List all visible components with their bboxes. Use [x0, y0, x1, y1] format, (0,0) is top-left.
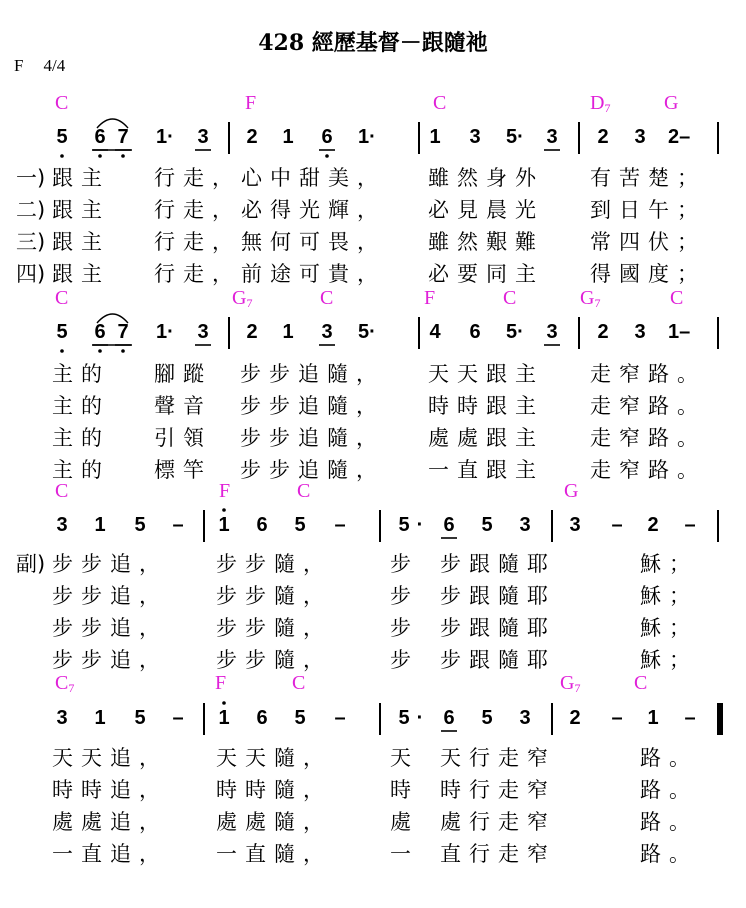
verse-label: 副) [16, 552, 46, 576]
upper-octave-dot [222, 701, 226, 705]
chord-symbol: $G_7$ [580, 287, 601, 310]
lyric-segment: 時時跟主 [428, 394, 544, 418]
bar-line [578, 317, 580, 349]
jianpu-note: – [334, 514, 346, 536]
chord-symbol: C [55, 480, 69, 502]
lyric-segment: 一直追， [52, 842, 168, 866]
verse-label: 四) [16, 262, 46, 286]
lyric-segment: 走窄路。 [590, 458, 706, 482]
bar-line [418, 122, 420, 154]
jianpu-note: 1 [647, 707, 659, 729]
bar-line [717, 510, 719, 542]
lyric-segment: 步步追， [52, 552, 168, 576]
lyric-segment: 路。 [640, 746, 698, 770]
jianpu-note: 3 [519, 514, 531, 536]
lyric-segment: 時 [390, 778, 419, 802]
lyric-segment: 天行走窄 [440, 746, 556, 770]
lyric-segment: 必要同主 [428, 262, 544, 286]
bar-line [228, 317, 230, 349]
lyric-segment: 有苦楚； [590, 166, 706, 190]
lyric-segment: 常四伏； [590, 230, 706, 254]
lyric-segment: 跟主 [52, 198, 110, 222]
lower-octave-dot [121, 349, 125, 353]
jianpu-note: 1· [358, 126, 376, 148]
jianpu-note: 2– [668, 126, 691, 148]
jianpu-note: 3 [197, 126, 209, 148]
lyric-segment: 步步隨， [216, 616, 332, 640]
jianpu-note: 3 [519, 707, 531, 729]
lyric-segment: 天 [390, 746, 419, 770]
lyric-segment: 腳蹤 [154, 362, 212, 386]
lyric-segment: 跟主 [52, 166, 110, 190]
jianpu-note: 6 [94, 321, 106, 343]
jianpu-note: 5 [294, 707, 306, 729]
chord-symbol: C [320, 287, 334, 309]
jianpu-note: 2 [597, 321, 609, 343]
chord-symbol: C [503, 287, 517, 309]
lyric-segment: 聲音 [154, 394, 212, 418]
bar-line [379, 703, 381, 735]
chord-symbol: $G_7$ [232, 287, 253, 310]
jianpu-note: 6 [469, 321, 481, 343]
chord-symbol: G [564, 480, 579, 502]
lyric-segment: 步 [390, 616, 419, 640]
jianpu-note: – [334, 707, 346, 729]
lyric-segment: 雖然艱難 [428, 230, 544, 254]
bar-line [203, 510, 205, 542]
jianpu-note: 2 [569, 707, 581, 729]
lyric-segment: 步步追隨， [240, 362, 385, 386]
lower-octave-dot [60, 154, 64, 158]
lyric-segment: 步步追， [52, 616, 168, 640]
lyric-segment: 引領 [154, 426, 212, 450]
lower-octave-dot [60, 349, 64, 353]
lyric-segment: 跟主 [52, 230, 110, 254]
lyric-segment: 行走，無何可畏， [154, 230, 386, 254]
lyric-segment: 步跟隨耶 [440, 648, 556, 672]
lyric-segment: 路。 [640, 842, 698, 866]
lyric-segment: 步步追隨， [240, 394, 385, 418]
jianpu-note: 3 [321, 321, 333, 343]
lyric-segment: 天天跟主 [428, 362, 544, 386]
lyric-segment: 步 [390, 584, 419, 608]
time-signature: 4/4 [43, 56, 66, 75]
jianpu-note: 2 [246, 321, 258, 343]
lyric-segment: 主的 [52, 458, 110, 482]
lyric-segment: 主的 [52, 426, 110, 450]
chord-symbol: $G_7$ [560, 672, 581, 695]
chord-symbol: F [215, 672, 227, 694]
lyric-segment: 天天追， [52, 746, 168, 770]
jianpu-note: 5· [358, 321, 376, 343]
bar-line [379, 510, 381, 542]
jianpu-note: 5· [506, 126, 524, 148]
lyric-segment: 走窄路。 [590, 362, 706, 386]
chord-symbol: $D_7$ [590, 92, 611, 115]
lyric-segment: 行走，必得光輝， [154, 198, 386, 222]
jianpu-note: 1 [429, 126, 441, 148]
lower-octave-dot [121, 154, 125, 158]
jianpu-note: · [416, 707, 424, 729]
lyric-segment: 穌； [640, 584, 698, 608]
jianpu-note: 6 [256, 514, 268, 536]
jianpu-note: – [684, 707, 696, 729]
chord-symbol: C [433, 92, 447, 114]
jianpu-note: 1 [282, 126, 294, 148]
chord-symbol: F [219, 480, 231, 502]
lyric-segment: 步步追隨， [240, 458, 385, 482]
chord-symbol: C [634, 672, 648, 694]
lyric-segment: 走窄路。 [590, 426, 706, 450]
lyric-segment: 時行走窄 [440, 778, 556, 802]
lyric-segment: 雖然身外 [428, 166, 544, 190]
jianpu-note: 5 [56, 126, 68, 148]
lyric-segment: 步跟隨耶 [440, 584, 556, 608]
bar-line [551, 510, 553, 542]
jianpu-note: 1 [218, 514, 230, 536]
lyric-segment: 行走，心中甜美， [154, 166, 386, 190]
lyric-segment: 步步隨， [216, 584, 332, 608]
jianpu-note: 1 [94, 514, 106, 536]
jianpu-note: 6 [256, 707, 268, 729]
lyric-segment: 直行走窄 [440, 842, 556, 866]
lyric-segment: 得國度； [590, 262, 706, 286]
chord-symbol: C [670, 287, 684, 309]
jianpu-note: 2 [647, 514, 659, 536]
jianpu-note: 3 [546, 126, 558, 148]
lyric-segment: 到日午； [590, 198, 706, 222]
jianpu-note: 1· [156, 126, 174, 148]
lyric-segment: 處處跟主 [428, 426, 544, 450]
lyric-segment: 步步隨， [216, 552, 332, 576]
jianpu-note: 6 [443, 707, 455, 729]
chord-symbol: C [55, 287, 69, 309]
lyric-segment: 步跟隨耶 [440, 616, 556, 640]
lyric-segment: 一 [390, 842, 419, 866]
jianpu-note: 4 [429, 321, 441, 343]
bar-line [203, 703, 205, 735]
lyric-segment: 必見晨光 [428, 198, 544, 222]
jianpu-note: 5 [294, 514, 306, 536]
jianpu-note: 5 [398, 514, 410, 536]
jianpu-note: 1– [668, 321, 691, 343]
lyric-segment: 主的 [52, 362, 110, 386]
lyric-segment: 跟主 [52, 262, 110, 286]
hymn-title: 428 經歷基督－跟隨祂 [258, 30, 488, 56]
lyric-segment: 步 [390, 552, 419, 576]
jianpu-note: 3 [469, 126, 481, 148]
lower-octave-dot [98, 349, 102, 353]
lyric-segment: 穌； [640, 648, 698, 672]
lyric-segment: 走窄路。 [590, 394, 706, 418]
chord-symbol: $C_7$ [55, 672, 75, 695]
lyric-segment: 處行走窄 [440, 810, 556, 834]
lyric-segment: 步 [390, 648, 419, 672]
jianpu-note: – [172, 707, 184, 729]
bar-line [717, 317, 719, 349]
lyric-segment: 處處追， [52, 810, 168, 834]
jianpu-note: 7 [117, 321, 129, 343]
chord-symbol: F [245, 92, 257, 114]
jianpu-note: 2 [246, 126, 258, 148]
lyric-segment: 步跟隨耶 [440, 552, 556, 576]
jianpu-note: – [684, 514, 696, 536]
jianpu-note: 5 [398, 707, 410, 729]
bar-line [578, 122, 580, 154]
lyric-segment: 一直隨， [216, 842, 332, 866]
chord-symbol: C [292, 672, 306, 694]
lyric-segment: 穌； [640, 616, 698, 640]
verse-label: 一) [16, 166, 46, 190]
jianpu-note: 1· [156, 321, 174, 343]
chord-symbol: C [55, 92, 69, 114]
lyric-segment: 處處隨， [216, 810, 332, 834]
bar-line [551, 703, 553, 735]
final-bar-line [719, 703, 723, 735]
verse-label: 三) [16, 230, 46, 254]
jianpu-note: 5 [481, 707, 493, 729]
lyric-segment: 主的 [52, 394, 110, 418]
jianpu-note: 3 [546, 321, 558, 343]
chord-symbol: F [424, 287, 436, 309]
verse-label: 二) [16, 198, 46, 222]
lyric-segment: 穌； [640, 552, 698, 576]
jianpu-note: 1 [282, 321, 294, 343]
jianpu-note: 3 [634, 126, 646, 148]
upper-octave-dot [222, 508, 226, 512]
bar-line [717, 122, 719, 154]
lyric-segment: 一直跟主 [428, 458, 544, 482]
jianpu-note: 3 [56, 707, 68, 729]
jianpu-note: 3 [569, 514, 581, 536]
lyric-segment: 時時隨， [216, 778, 332, 802]
jianpu-note: 5 [481, 514, 493, 536]
jianpu-note: – [172, 514, 184, 536]
jianpu-note: 3 [197, 321, 209, 343]
jianpu-note: 7 [117, 126, 129, 148]
jianpu-note: 1 [218, 707, 230, 729]
key-signature: F [14, 56, 24, 75]
jianpu-note: 5 [56, 321, 68, 343]
lyric-segment: 處 [390, 810, 419, 834]
jianpu-note: 1 [94, 707, 106, 729]
lyric-segment: 步步追， [52, 584, 168, 608]
jianpu-note: · [416, 514, 424, 536]
jianpu-note: 5· [506, 321, 524, 343]
jianpu-note: 3 [634, 321, 646, 343]
jianpu-note: 6 [321, 126, 333, 148]
jianpu-note: 5 [134, 707, 146, 729]
jianpu-note: 6 [443, 514, 455, 536]
lyric-segment: 行走，前途可貴， [154, 262, 386, 286]
lyric-segment: 時時追， [52, 778, 168, 802]
lyric-segment: 步步追隨， [240, 426, 385, 450]
lower-octave-dot [98, 154, 102, 158]
lower-octave-dot [325, 154, 329, 158]
lyric-segment: 標竿 [154, 458, 212, 482]
lyric-segment: 路。 [640, 778, 698, 802]
jianpu-note: 3 [56, 514, 68, 536]
lyric-segment: 天天隨， [216, 746, 332, 770]
jianpu-note: – [611, 514, 623, 536]
chord-symbol: G [664, 92, 679, 114]
chord-symbol: C [297, 480, 311, 502]
bar-line [418, 317, 420, 349]
jianpu-note: 6 [94, 126, 106, 148]
jianpu-note: – [611, 707, 623, 729]
lyric-segment: 步步追， [52, 648, 168, 672]
lyric-segment: 路。 [640, 810, 698, 834]
jianpu-note: 5 [134, 514, 146, 536]
jianpu-note: 2 [597, 126, 609, 148]
lyric-segment: 步步隨， [216, 648, 332, 672]
bar-line [228, 122, 230, 154]
